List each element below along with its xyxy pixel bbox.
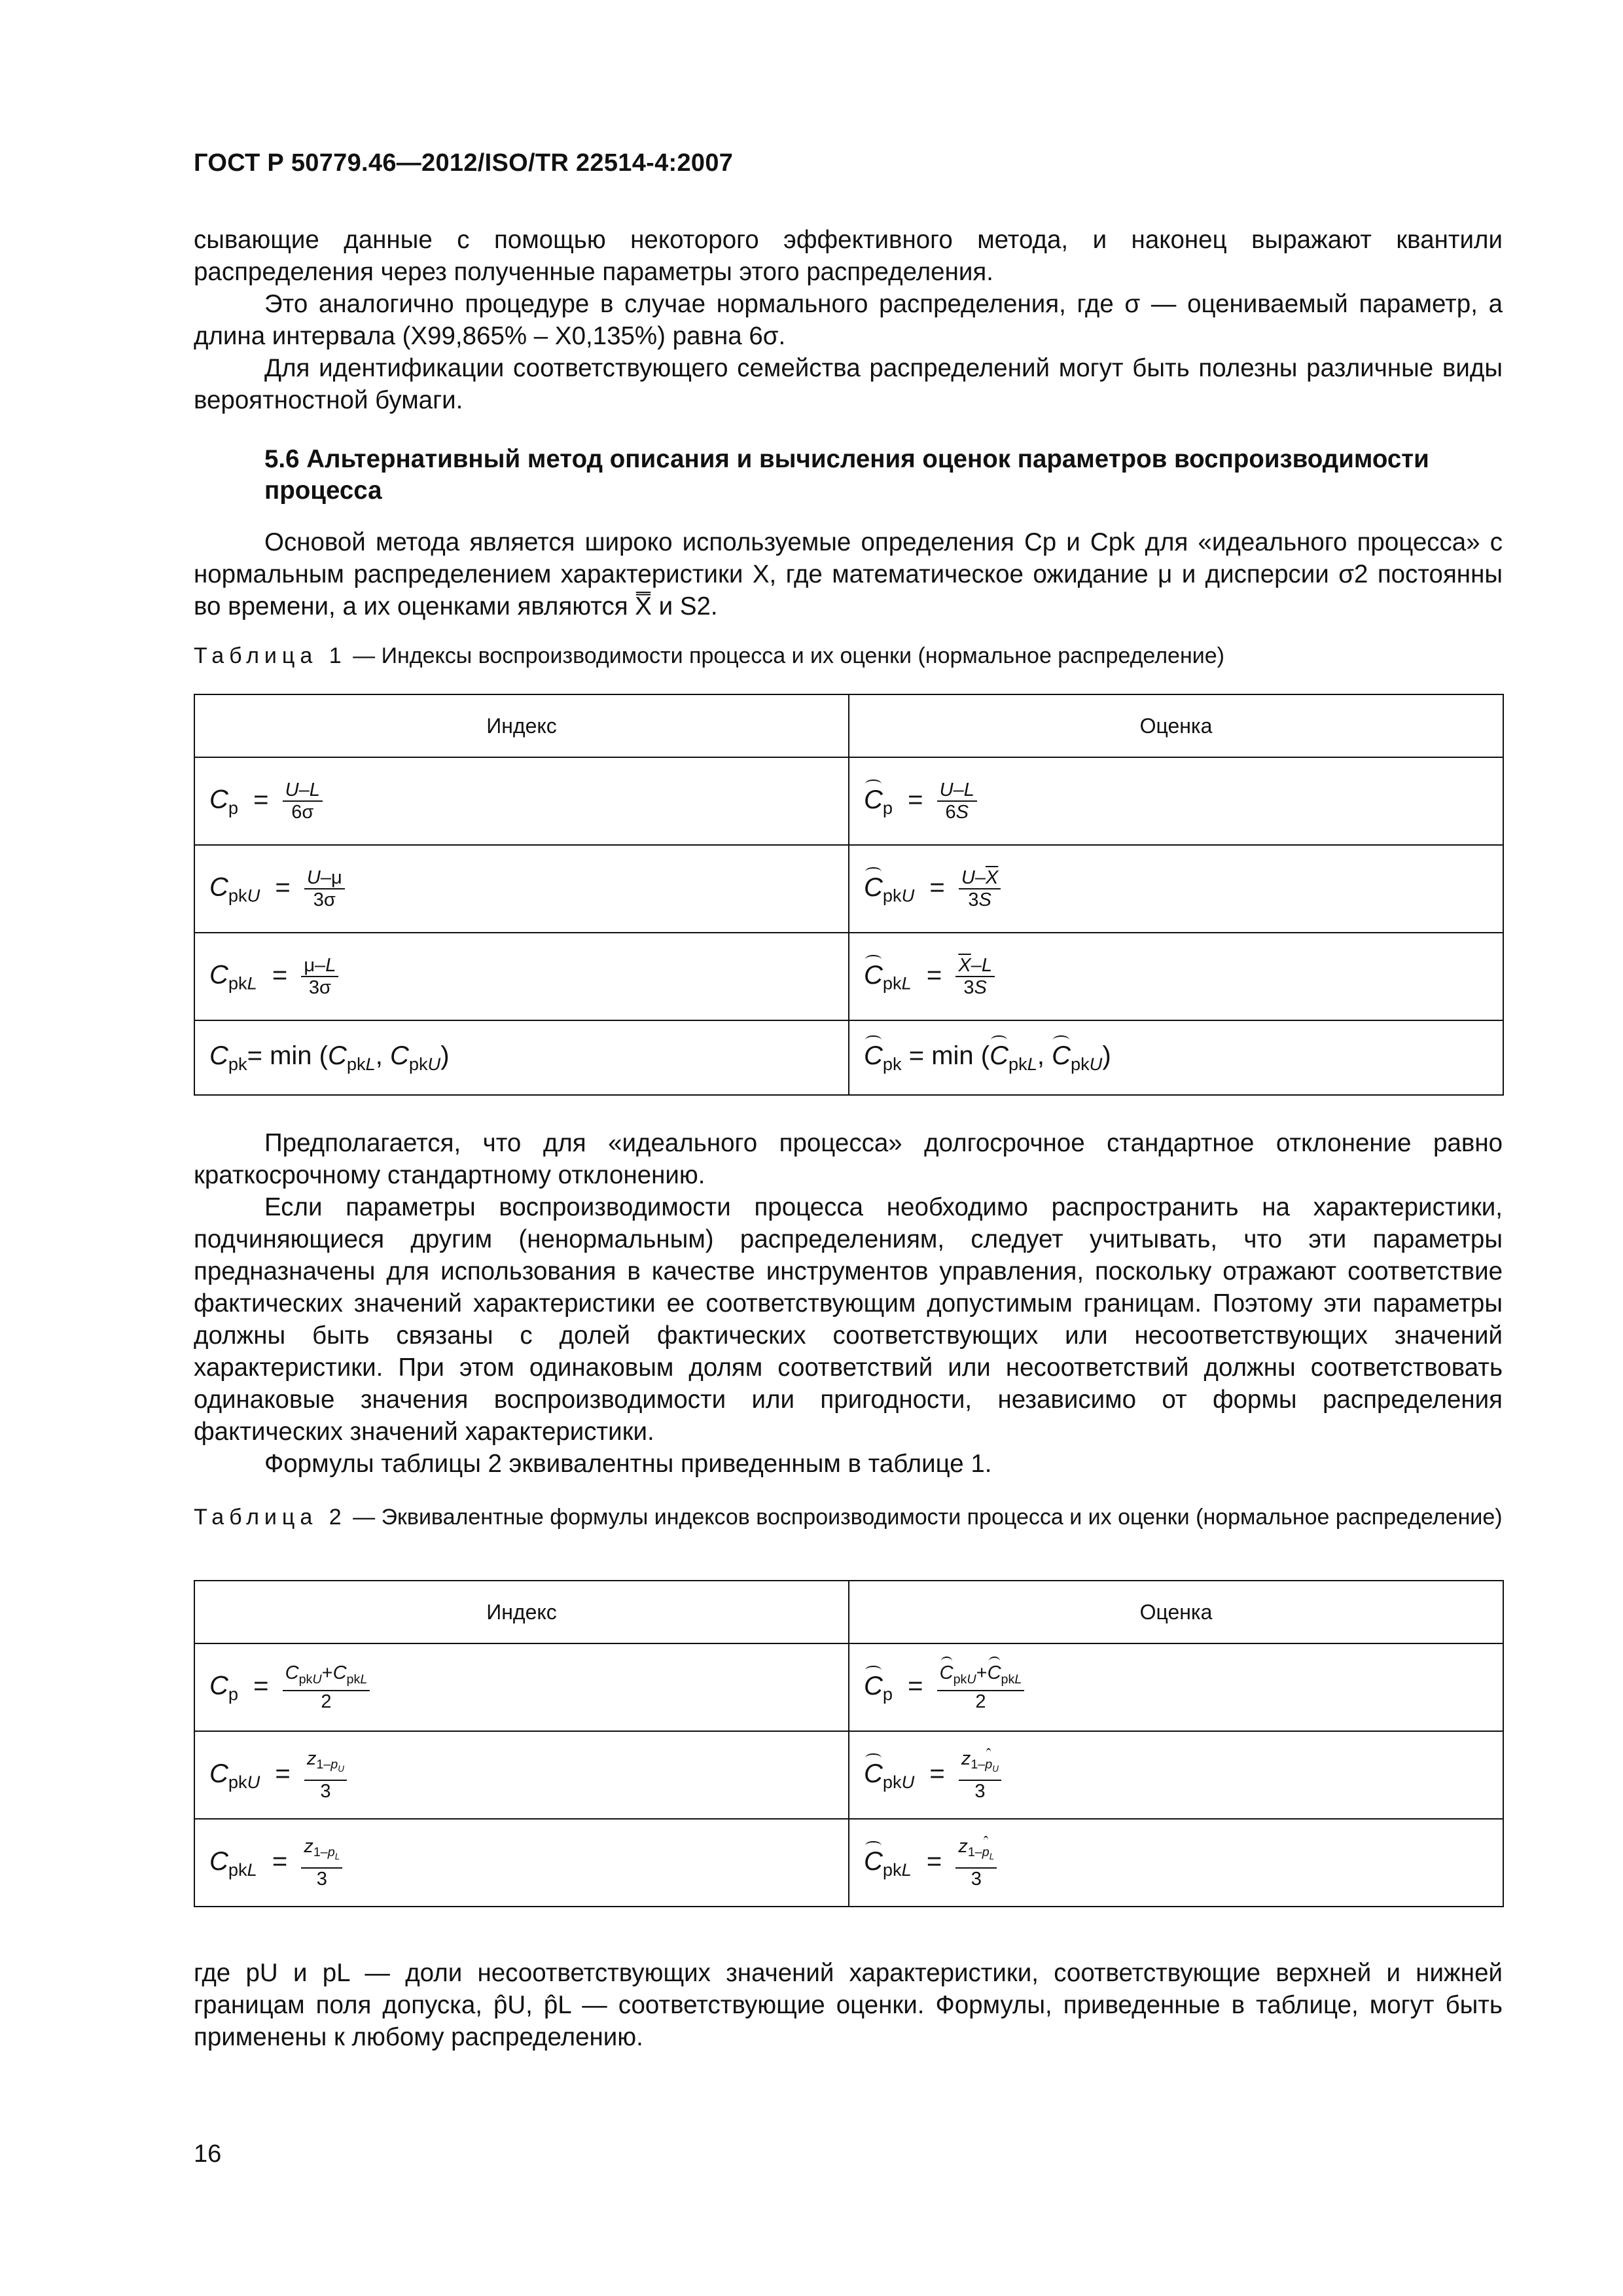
formula-cell: $C_{pk} = \min (C_{pkL}$, $C_{pkU}$) [849, 1020, 1503, 1095]
text-block-method [194, 526, 1503, 622]
formula-cell: $C_{pkU}$ = $\frac{z_{1-p_U}}{3}$ [849, 1731, 1503, 1819]
document-header: ГОСТ Р 50779.46—2012/ISO/TR 22514-4:2007 [194, 149, 734, 177]
formula-cell: $C_{pkL}$ = $\frac{z_{1-p_L}}{3}$ [194, 1819, 849, 1907]
paragraph-probability-paper: Для идентификации соответствующего семейства распределений могут быть полезны различные виды вероятностной бумаги. [194, 354, 1503, 414]
table-row [194, 1819, 1503, 1907]
page-number: 16 [194, 2140, 222, 2168]
formula-cell: $C_{pkL}$ = $\frac{\overline{X}-L}{3S}$ [849, 933, 1503, 1020]
text-block-where [194, 1957, 1503, 2053]
table2-header-estimate: Оценка [849, 1581, 1503, 1643]
table1 [194, 694, 1504, 1096]
paragraph-table2-intro: Формулы таблицы 2 эквивалентны приведенным в таблице 1. [264, 1450, 992, 1478]
table-row [194, 1731, 1503, 1819]
paragraph-non-normal: Если параметры воспроизводимости процесса необходимо распространить на характеристики, подчиняющиеся другим (ненормальным) распределениям, следует учитывать, что эти параметры предназначены для использования в качестве инструментов управления, поскольку отражают соответствие фактических значений характеристики ее соответствующим допустимым границам. Поэтому эти параметры должны быть связаны с долей фактических соответствующих или несоответствующих значений характеристики. При этом одинаковым долям соответствий или несоответствий должны соответствовать одинаковые значения воспроизводимости или пригодности, независимо от формы распределения фактических значений характеристики. [194, 1193, 1503, 1446]
formula-cell: $C_{pkU}$ = $\frac{U-\overline{X}}{3S}$ [849, 845, 1503, 933]
section-heading: 5.6 Альтернативный метод описания и вычисления оценок параметров воспроизводимости процесса [264, 445, 1429, 505]
text-block-intro [194, 224, 1503, 416]
table-row [194, 1643, 1503, 1731]
table-row [194, 1020, 1503, 1095]
table-row [194, 933, 1503, 1020]
text-block-ideal-process [194, 1127, 1503, 1480]
table1-header-estimate: Оценка [849, 694, 1503, 757]
document-page [194, 0, 1503, 2296]
formula-cell: $C_p$ = $\frac{C_{pkU}+C_{pkL}}{2}$ [194, 1643, 849, 1731]
paragraph-where: где pU и pL — доли несоответствующих значений характеристики, соответствующие верхней и нижней границам поля допуска, p̂U, p̂L — соответствующие оценки. Формулы, приведенные в таблице, могут быть применены к любому распределению. [194, 1959, 1503, 2051]
table2 [194, 1580, 1504, 1907]
formula-cell: $C_p$ = $\frac{U-L}{6S}$ [849, 757, 1503, 845]
formula-cell: $C_p$ = $\frac{U-L}{6\sigma}$ [194, 757, 849, 845]
formula-cell: $C_{pkL}$ = $\frac{z_{1-p_L}}{3}$ [849, 1819, 1503, 1907]
table-row [194, 757, 1503, 845]
formula-cell: $C_{pkU}$ = $\frac{z_{1-p_U}}{3}$ [194, 1731, 849, 1819]
paragraph-method-basis: Основой метода является широко используемые определения Cp и Cpk для «идеального процесса» с нормальным распределением характеристики X, где математическое ожидание μ и дисперсии σ2 постоянны во времени, а их оценками являются X̿ и S2. [194, 528, 1503, 620]
paragraph-continuation: сывающие данные с помощью некоторого эффективного метода, и наконец выражают квантили распределения через полученные параметры этого распределения. [194, 226, 1503, 286]
formula-cell: $C_{pkL}$ = $\frac{\mu-L}{3\sigma}$ [194, 933, 849, 1020]
table-row [194, 845, 1503, 933]
paragraph-normal-case: Это аналогично процедуре в случае нормального распределения, где σ — оцениваемый параметр, а длина интервала (X99,865% – X0,135%) равна 6σ. [194, 290, 1503, 350]
table1-caption: Таблица 1 — Индексы воспроизводимости процесса и их оценки (нормальное распределение) [194, 643, 1224, 668]
table1-header-index: Индекс [194, 694, 849, 757]
formula-cell: $C_p$ = $\frac{C_{pkU}+C_{pkL}}{2}$ [849, 1643, 1503, 1731]
formula-cell: $C_{pk}= \min (C_{pkL}$, $C_{pkU}$) [194, 1020, 849, 1095]
table2-header-index: Индекс [194, 1581, 849, 1643]
table2-caption: Таблица 2 — Эквивалентные формулы индексов воспроизводимости процесса и их оценки (нормальное распределение) [194, 1505, 1503, 1530]
paragraph-long-term: Предполагается, что для «идеального процесса» долгосрочное стандартное отклонение равно краткосрочному стандартному отклонению. [194, 1129, 1503, 1189]
formula-cell: $C_{pkU}$ = $\frac{U-\mu}{3\sigma}$ [194, 845, 849, 933]
